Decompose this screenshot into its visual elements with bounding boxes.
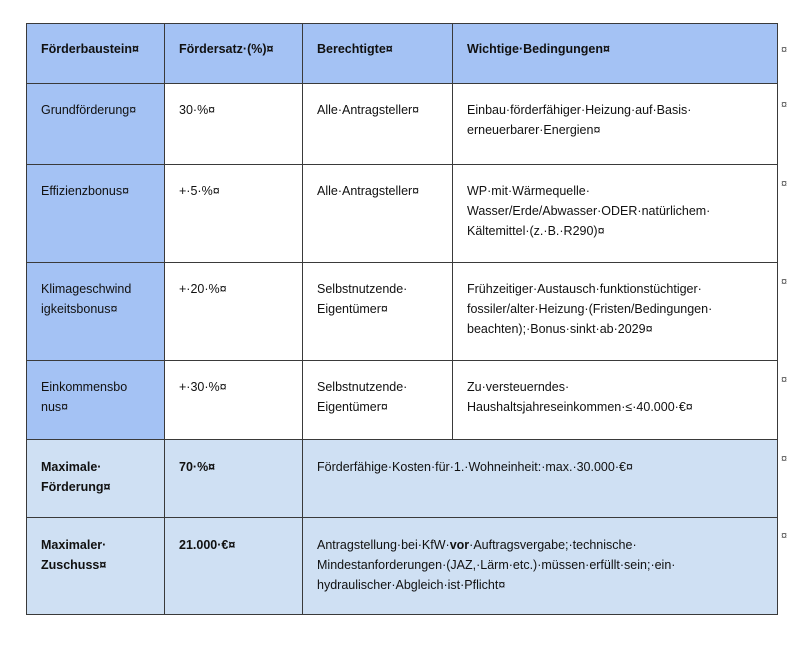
emphasis-text: vor bbox=[449, 538, 470, 552]
row-end-mark: ¤ bbox=[781, 99, 788, 111]
cell-line: Förderung¤ bbox=[41, 480, 111, 494]
cell-bedingungen bbox=[453, 361, 778, 440]
cell-line: erneuerbarer·Energien¤ bbox=[467, 123, 601, 137]
cell-satz: 30·%¤ bbox=[165, 84, 303, 165]
row-end-mark: ¤ bbox=[781, 453, 788, 465]
table-row-klimageschwindigkeitsbonus bbox=[27, 263, 778, 361]
cell-berechtigte bbox=[303, 361, 453, 440]
cell-line: Eigentümer¤ bbox=[317, 400, 388, 414]
cell-summary-text: Förderfähige·Kosten·für·1.·Wohneinheit:·max.·30.000·€¤ bbox=[303, 440, 778, 518]
cell-line: nus¤ bbox=[41, 400, 69, 414]
cell-line: Eigentümer¤ bbox=[317, 302, 388, 316]
header-bedingungen: Wichtige·Bedingungen¤ bbox=[453, 24, 778, 84]
cell-line: hydraulischer·Abgleich·ist·Pflicht¤ bbox=[317, 578, 506, 592]
cell-berechtigte: Alle·Antragsteller¤ bbox=[303, 84, 453, 165]
cell-satz: +·30·%¤ bbox=[165, 361, 303, 440]
cell-summary-label bbox=[27, 440, 165, 518]
cell-line: Klimageschwind bbox=[41, 282, 132, 296]
row-end-mark: ¤ bbox=[781, 276, 788, 288]
cell-satz: +·20·%¤ bbox=[165, 263, 303, 361]
cell-line: Kältemittel·(z.·B.·R290)¤ bbox=[467, 224, 605, 238]
table-row-effizienzbonus bbox=[27, 165, 778, 263]
cell-bedingungen bbox=[453, 165, 778, 263]
cell-line: Wasser/Erde/Abwasser·ODER·natürlichem· bbox=[467, 204, 711, 218]
cell-line: Einkommensbo bbox=[41, 380, 128, 394]
cell-line: beachten);·Bonus·sinkt·ab·2029¤ bbox=[467, 322, 653, 336]
header-berechtigte: Berechtigte¤ bbox=[303, 24, 453, 84]
row-end-mark: ¤ bbox=[781, 374, 788, 386]
cell-line: Selbstnutzende· bbox=[317, 282, 408, 296]
cell-line: Maximale· bbox=[41, 460, 102, 474]
cell-line: Zuschuss¤ bbox=[41, 558, 107, 572]
cell-line: WP·mit·Wärmequelle· bbox=[467, 184, 590, 198]
cell-baustein: Effizienzbonus¤ bbox=[27, 165, 165, 263]
cell-berechtigte bbox=[303, 263, 453, 361]
cell-bedingungen bbox=[453, 263, 778, 361]
cell-line: Maximaler· bbox=[41, 538, 107, 552]
cell-line: Mindestanforderungen·(JAZ,·Lärm·etc.)·müssen·erfüllt·sein;·ein· bbox=[317, 558, 676, 572]
row-end-mark: ¤ bbox=[781, 44, 788, 56]
cell-line: Haushaltsjahreseinkommen·≤·40.000·€¤ bbox=[467, 400, 693, 414]
text-run: Antragstellung·bei·KfW· bbox=[317, 538, 450, 552]
cell-line: Einbau·förderfähiger·Heizung·auf·Basis· bbox=[467, 103, 692, 117]
header-foerdersatz: Fördersatz·(%)¤ bbox=[165, 24, 303, 84]
cell-line: fossiler/alter·Heizung·(Fristen/Bedingungen· bbox=[467, 302, 713, 316]
cell-summary-value: 70·%¤ bbox=[165, 440, 303, 518]
cell-baustein: Grundförderung¤ bbox=[27, 84, 165, 165]
cell-line: Frühzeitiger·Austausch·funktionstüchtiger· bbox=[467, 282, 702, 296]
text-run: ·Auftragsvergabe;·technische· bbox=[469, 538, 637, 552]
cell-summary-text bbox=[303, 518, 778, 615]
table-row-grundfoerderung bbox=[27, 84, 778, 165]
cell-baustein bbox=[27, 361, 165, 440]
row-end-mark: ¤ bbox=[781, 530, 788, 542]
cell-line: igkeitsbonus¤ bbox=[41, 302, 118, 316]
table-row-maximale-foerderung bbox=[27, 440, 778, 518]
cell-line: Selbstnutzende· bbox=[317, 380, 408, 394]
cell-baustein bbox=[27, 263, 165, 361]
header-foerderbaustein: Förderbaustein¤ bbox=[27, 24, 165, 84]
cell-summary-value: 21.000·€¤ bbox=[165, 518, 303, 615]
cell-bedingungen bbox=[453, 84, 778, 165]
cell-satz: +·5·%¤ bbox=[165, 165, 303, 263]
cell-summary-label bbox=[27, 518, 165, 615]
table-header-row bbox=[27, 24, 778, 84]
table-row-maximaler-zuschuss bbox=[27, 518, 778, 615]
foerder-table bbox=[26, 23, 778, 615]
cell-berechtigte: Alle·Antragsteller¤ bbox=[303, 165, 453, 263]
table-row-einkommensbonus bbox=[27, 361, 778, 440]
row-end-mark: ¤ bbox=[781, 178, 788, 190]
cell-line: Zu·versteuerndes· bbox=[467, 380, 570, 394]
